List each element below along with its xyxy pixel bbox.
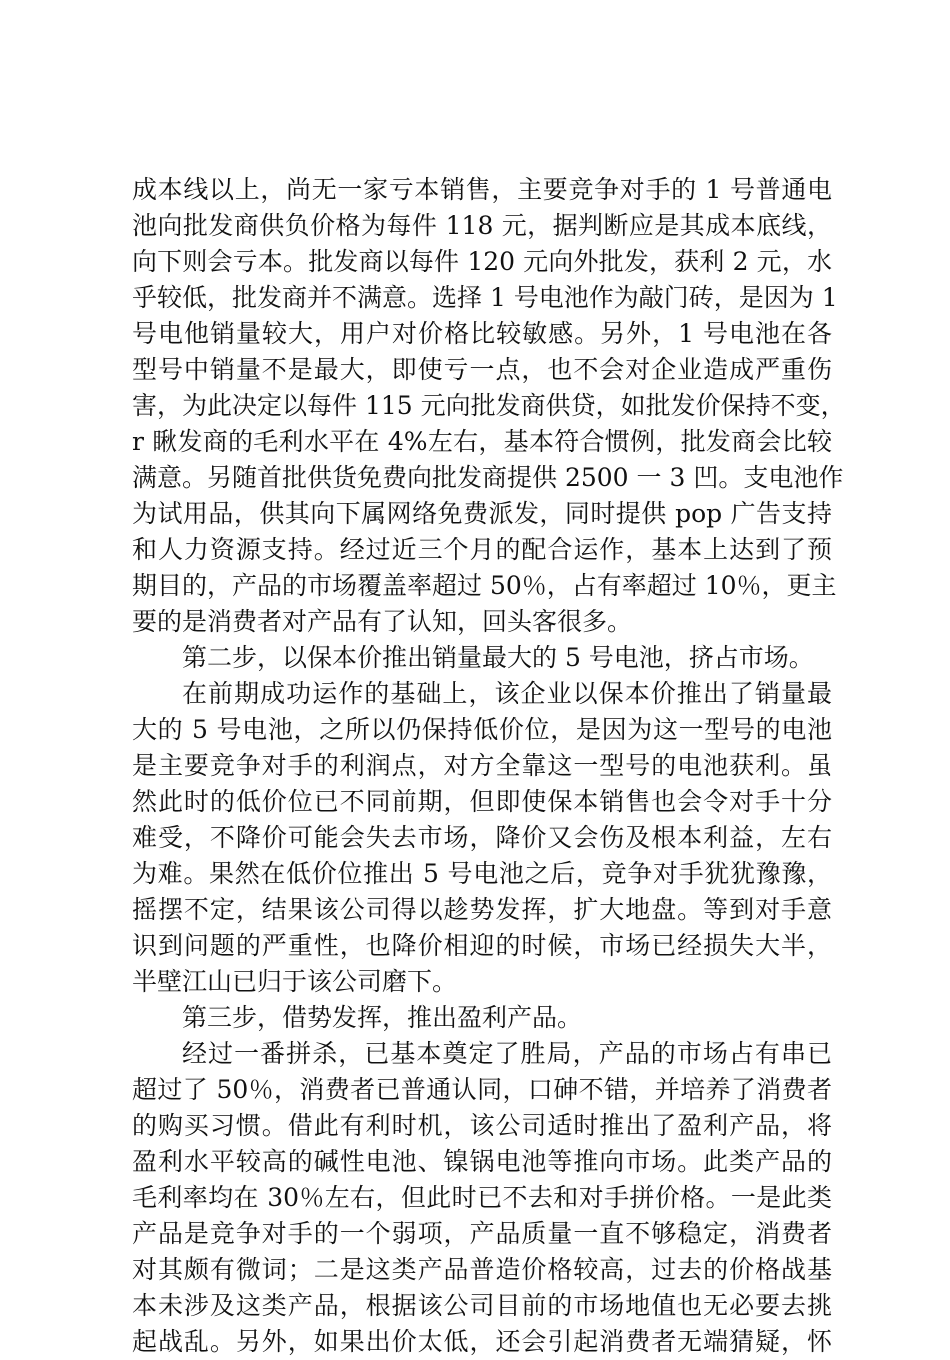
text-line: 要的是消费者对产品有了认知，回头客很多。: [132, 607, 633, 636]
text-line: 为试用品，供其向下属网络免费派发，同时提供 pop 广告支持: [132, 499, 832, 528]
text-line: 池向批发商供负价格为每件 118 元，据判断应是其成本底线，: [132, 211, 832, 240]
paragraph: [132, 1036, 832, 1360]
text-line: 为难。果然在低价位推出 5 号电池之后，竞争对手犹犹豫豫，: [132, 859, 832, 888]
text-line: 型号中销量不是最大，即使亏一点，也不会对企业造成严重伤: [132, 355, 832, 384]
text-line: 期目的，产品的市场覆盖率超过 50％，占有率超过 10％，更主: [132, 571, 837, 600]
text-line: 第三步，借势发挥，推出盈利产品。: [182, 1003, 583, 1032]
text-line: 难受，不降价可能会失去市场，降价又会伤及根本利益，左右: [132, 823, 832, 852]
paragraph: [132, 640, 832, 676]
text-line: 毛利率均在 30％左右，但此时已不去和对手拼价格。一是此类: [132, 1183, 832, 1212]
text-line: 满意。另随首批供货免费向批发商提供 2500 一 3 凹。支电池作: [132, 463, 844, 492]
text-line: 在前期成功运作的基础上，该企业以保本价推出了销量最: [182, 679, 832, 708]
text-line: 产品是竞争对手的一个弱项，产品质量一直不够稳定，消费者: [132, 1219, 832, 1248]
text-line: 对其颇有微词；二是这类产品普造价格较高，过去的价格战基: [132, 1255, 832, 1284]
text-line: 起战乱。另外，如果出价太低，还会引起消费者无端猜疑，怀: [132, 1327, 832, 1356]
paragraph: [132, 172, 846, 640]
text-line: 害，为此决定以每件 115 元向批发商供贷，如批发价保持不变，: [132, 391, 846, 420]
text-line: 和人力资源支持。经过近三个月的配合运作，基本上达到了预: [132, 535, 832, 564]
text-line: 盈利水平较高的碱性电池、镍锅电池等推向市场。此类产品的: [132, 1147, 832, 1176]
text-line: r 瞅发商的毛利水平在 4%左右，基本符合惯例，批发商会比较: [132, 427, 832, 456]
text-line: 第二步，以保本价推出销量最大的 5 号电池，挤占市场。: [182, 643, 814, 672]
text-line: 然此时的低价位已不同前期，但即使保本销售也会令对手十分: [132, 787, 832, 816]
text-line: 成本线以上，尚无一家亏本销售，主要竞争对手的 1 号普通电: [132, 175, 832, 204]
body-text: [132, 172, 846, 1360]
text-line: 的购买习惯。借此有利时机，该公司适时推出了盈利产品，将: [132, 1111, 832, 1140]
text-line: 摇摆不定，结果该公司得以趁势发挥，扩大地盘。等到对手意: [132, 895, 832, 924]
text-line: 本未涉及这类产品，根据该公司目前的市场地值也无必要去挑: [132, 1291, 832, 1320]
text-line: 乎较低，批发商并不满意。选择 1 号电池作为敲门砖，是因为 1: [132, 283, 838, 312]
text-line: 向下则会亏本。批发商以每件 120 元向外批发，获利 2 元，水: [132, 247, 832, 276]
text-line: 超过了 50％，消费者已普通认同，口砷不错，并培养了消费者: [132, 1075, 832, 1104]
paragraph: [132, 676, 832, 1000]
paragraph: [132, 1000, 832, 1036]
text-line: 识到问题的严重性，也降价相迎的时候，市场已经损失大半，: [132, 931, 832, 960]
text-line: 是主要竞争对手的利润点，对方全靠这一型号的电池获利。虽: [132, 751, 832, 780]
text-line: 半壁江山已归于该公司磨下。: [132, 967, 458, 996]
text-line: 经过一番拼杀，已基本奠定了胜局，产品的市场占有串已: [182, 1039, 832, 1068]
text-line: 号电他销量较大，用户对价格比较敏感。另外，1 号电池在各: [132, 319, 832, 348]
text-line: 大的 5 号电池，之所以仍保持低价位，是因为这一型号的电池: [132, 715, 832, 744]
